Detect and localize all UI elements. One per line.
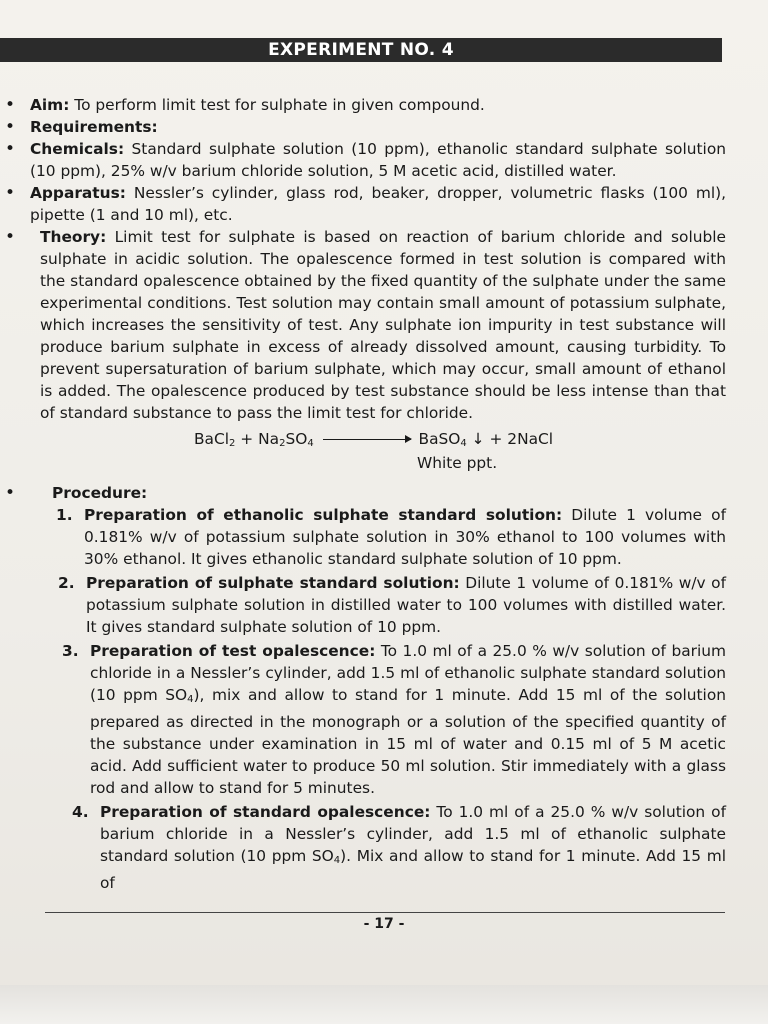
- product-baso-sub: 4: [460, 438, 467, 449]
- step-number: 2.: [58, 574, 75, 592]
- product-nacl: 2NaCl: [507, 430, 554, 448]
- reactant-so-sub: 4: [307, 438, 314, 449]
- plus-sign: +: [489, 430, 503, 448]
- step-text: Dilute 1 volume of 0.181% w/v of potassium sulphate solution in distilled water to 100 volumes with distilled water. It gives standard sulphate solution of 10 ppm.: [86, 574, 726, 636]
- step-text: To 1.0 ml of a 25.0 % w/v solution of barium chloride in a Nessler’s cylinder, add 1.5 ml of ethanolic sulphate standard solution (10 ppm $SO_4$). Mix and allow to stand for 1 minute. Add 15 ml of: [100, 803, 726, 892]
- step-title: Preparation of standard opalescence:: [100, 803, 431, 821]
- apparatus-label: Apparatus:: [30, 184, 126, 202]
- apparatus-text: Nessler’s cylinder, glass rod, beaker, dropper, volumetric flasks (100 ml), pipette (1 and 10 ml), etc.: [30, 184, 726, 224]
- procedure-item: [0, 482, 768, 504]
- theory-text: Limit test for sulphate is based on reaction of barium chloride and soluble sulphate in acidic solution. The opalescence formed in test solution is compared with the standard opalescence obtained by the fixed quantity of the sulphate under the same experimental conditions. Test solution may contain small amount of potassium sulphate, which increases the sensitivity of test. Any sulphate ion impurity in test substance will produce barium sulphate in excess of already dissolved amount, causing turbidity. To prevent supersaturation of barium sulphate, which may occur, small amount of ethanol is added. The opalescence produced by test substance should be less intense than that of standard substance to pass the limit test for chloride.: [40, 228, 726, 422]
- precipitate-arrow-icon: ↓: [471, 430, 485, 448]
- procedure-step: [0, 504, 768, 570]
- step-title: Preparation of test opalescence:: [90, 642, 376, 660]
- reactant-bacl: BaCl: [194, 430, 230, 448]
- product-baso: BaSO: [418, 430, 461, 448]
- equation-line: [194, 428, 553, 455]
- experiment-title-bar: [0, 38, 722, 62]
- step-title: Preparation of sulphate standard solution:: [86, 574, 460, 592]
- chemicals-label: Chemicals:: [30, 140, 125, 158]
- chemicals-item: [0, 138, 768, 182]
- reactant-na: Na: [258, 430, 280, 448]
- procedure-step: [0, 572, 768, 638]
- document-body: [0, 94, 768, 894]
- reaction-arrow-icon: [323, 439, 411, 440]
- procedure-step: [0, 801, 768, 894]
- reaction-equation: [0, 428, 768, 474]
- requirements-item: [0, 116, 768, 138]
- step-number: 1.: [56, 506, 73, 524]
- footer-divider: [45, 912, 725, 913]
- page-number: - 17 -: [363, 916, 405, 932]
- reactant-bacl-sub: 2: [229, 438, 236, 449]
- step-number: 3.: [62, 642, 79, 660]
- step-number: 4.: [72, 803, 89, 821]
- precipitate-note: White ppt.: [417, 454, 498, 472]
- apparatus-item: [0, 182, 768, 226]
- step-title: Preparation of ethanolic sulphate standard solution:: [84, 506, 563, 524]
- reactant-na-sub: 2: [279, 438, 286, 449]
- chemicals-text: Standard sulphate solution (10 ppm), ethanolic standard sulphate solution (10 ppm), 25% w/v barium chloride solution, 5 M acetic acid, distilled water.: [30, 140, 726, 180]
- aim-item: [0, 94, 768, 116]
- aim-label: Aim:: [30, 96, 70, 114]
- experiment-title: EXPERIMENT NO. 4: [268, 40, 454, 60]
- step-text: Dilute 1 volume of 0.181% w/v of potassium sulphate solution in 30% ethanol to 100 volumes with 30% ethanol. It gives ethanolic standard sulphate solution of 10 ppm.: [84, 506, 726, 568]
- page-bottom-edge: [0, 985, 768, 1024]
- requirements-label: Requirements:: [30, 118, 158, 136]
- aim-text: To perform limit test for sulphate in given compound.: [74, 96, 485, 114]
- reactant-so: SO: [285, 430, 308, 448]
- procedure-step: [0, 640, 768, 799]
- plus-sign: +: [240, 430, 254, 448]
- theory-label: Theory:: [40, 228, 107, 246]
- step-text: To 1.0 ml of a 25.0 % w/v solution of barium chloride in a Nessler’s cylinder, add 1.5 ml of ethanolic sulphate standard solution (10 ppm $SO_4$), mix and allow to stand for 1 minute. Add 15 ml of the solution prepared as directed in the monograph or a solution of the specified quantity of the substance under examination in 15 ml of water and 0.15 ml of 5 M acetic acid. Add sufficient water to produce 50 ml solution. Stir immediately with a glass rod and allow to stand for 5 minutes.: [90, 642, 726, 797]
- procedure-label: Procedure:: [52, 484, 148, 502]
- theory-item: [0, 226, 768, 424]
